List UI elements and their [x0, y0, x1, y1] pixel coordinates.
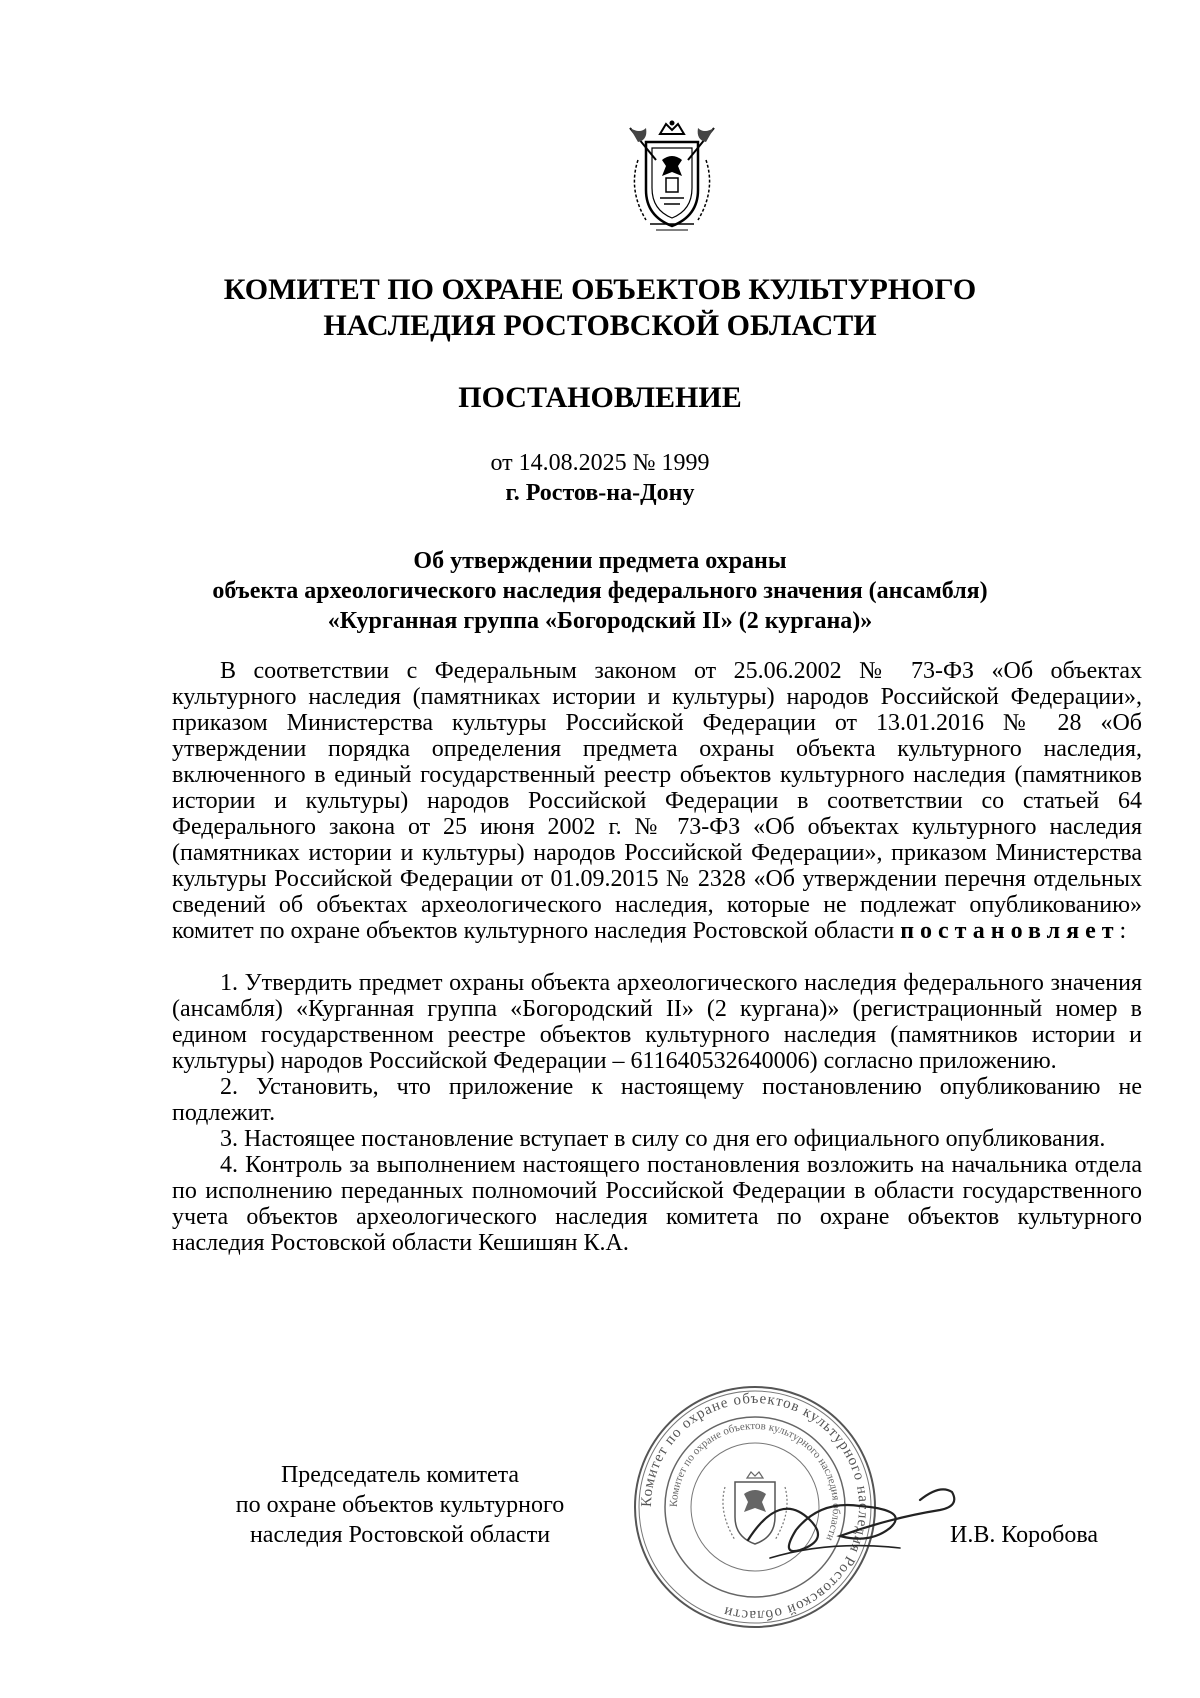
coat-of-arms-icon	[616, 120, 728, 238]
resolution-item: 1. Утвердить предмет охраны объекта археологического наследия федерального значения (ансамбля) «Курганная группа «Богородский II» (2 кургана)» (регистрационный номер в едином государственном реестре объектов культурного наследия (памятников истории и культуры) народов Российской Федерации – 611640532640006) согласно приложению.	[172, 970, 1142, 1074]
document-city: г. Ростов-на-Дону	[505, 480, 695, 506]
seal-outer-text: Комитет по охране объектов культурного наследия Ростовской области	[638, 1390, 872, 1624]
signatory-title-line-2: по охране объектов культурного	[235, 1492, 565, 1518]
seal-inner-text: Комитет по охране объектов культурного наследия области	[667, 1419, 843, 1543]
coat-of-arms-emblem	[616, 120, 728, 238]
resolves-word: постановляет	[900, 918, 1120, 944]
resolution-item: 3. Настоящее постановление вступает в силу со дня его официального опубликования.	[220, 1126, 1106, 1152]
signatory-name: И.В. Коробова	[950, 1522, 1099, 1548]
resolution-item: 2. Установить, что приложение к настоящему постановлению опубликованию не подлежит.	[172, 1074, 1142, 1126]
committee-title-line-1: КОМИТЕТ ПО ОХРАНЕ ОБЪЕКТОВ КУЛЬТУРНОГО	[223, 273, 977, 306]
resolves-colon: :	[1119, 918, 1127, 944]
committee-title-line-2: НАСЛЕДИЯ РОСТОВСКОЙ ОБЛАСТИ	[323, 309, 877, 342]
subject-line-3: «Курганная группа «Богородский II» (2 кургана)»	[327, 608, 873, 634]
signatory-title-line-3: наследия Ростовской области	[249, 1522, 551, 1548]
resolution-item: 4. Контроль за выполнением настоящего постановления возложить на начальника отдела по исполнению переданных полномочий Российской Федерации в области государственного учета объектов археологического наследия комитета по охране объектов культурного наследия Ростовской области Кешишян К.А.	[172, 1152, 1142, 1256]
document-body	[172, 658, 1142, 1256]
document-subject	[0, 546, 1200, 636]
handwritten-signature	[740, 1470, 970, 1580]
document-type-heading: ПОСТАНОВЛЕНИЕ	[458, 381, 742, 414]
signatory-title-line-1: Председатель комитета	[280, 1462, 520, 1488]
subject-line-1: Об утверждении предмета охраны	[413, 548, 787, 574]
signatory-title	[180, 1460, 620, 1550]
preamble-paragraph	[172, 658, 1142, 944]
signature-icon	[740, 1470, 970, 1580]
committee-title	[0, 272, 1200, 344]
preamble-text: В соответствии с Федеральным законом от 25.06.2002 № 73-ФЗ «Об объектах культурного наследия (памятниках истории и культуры) народов Российской Федерации», приказом Министерства культуры Российской Федерации от 13.01.2016 № 28 «Об утверждении порядка определения предмета охраны объекта культурного наследия, включенного в единый государственный реестр объектов культурного наследия (памятников истории и культуры) народов Российской Федерации в соответствии со статьей 64 Федерального закона от 25 июня 2002 г. № 73-ФЗ «Об объектах культурного наследия (памятниках истории и культуры) народов Российской Федерации», приказом Министерства культуры Российской Федерации от 01.09.2015 № 2328 «Об утверждении перечня отдельных сведений об объектах археологического наследия, которые не подлежат опубликованию» комитет по охране объектов культурного наследия Ростовской области	[172, 658, 1142, 944]
document-date-number: от 14.08.2025 № 1999	[490, 450, 710, 476]
subject-line-2: объекта археологического наследия федерального значения (ансамбля)	[212, 578, 988, 604]
